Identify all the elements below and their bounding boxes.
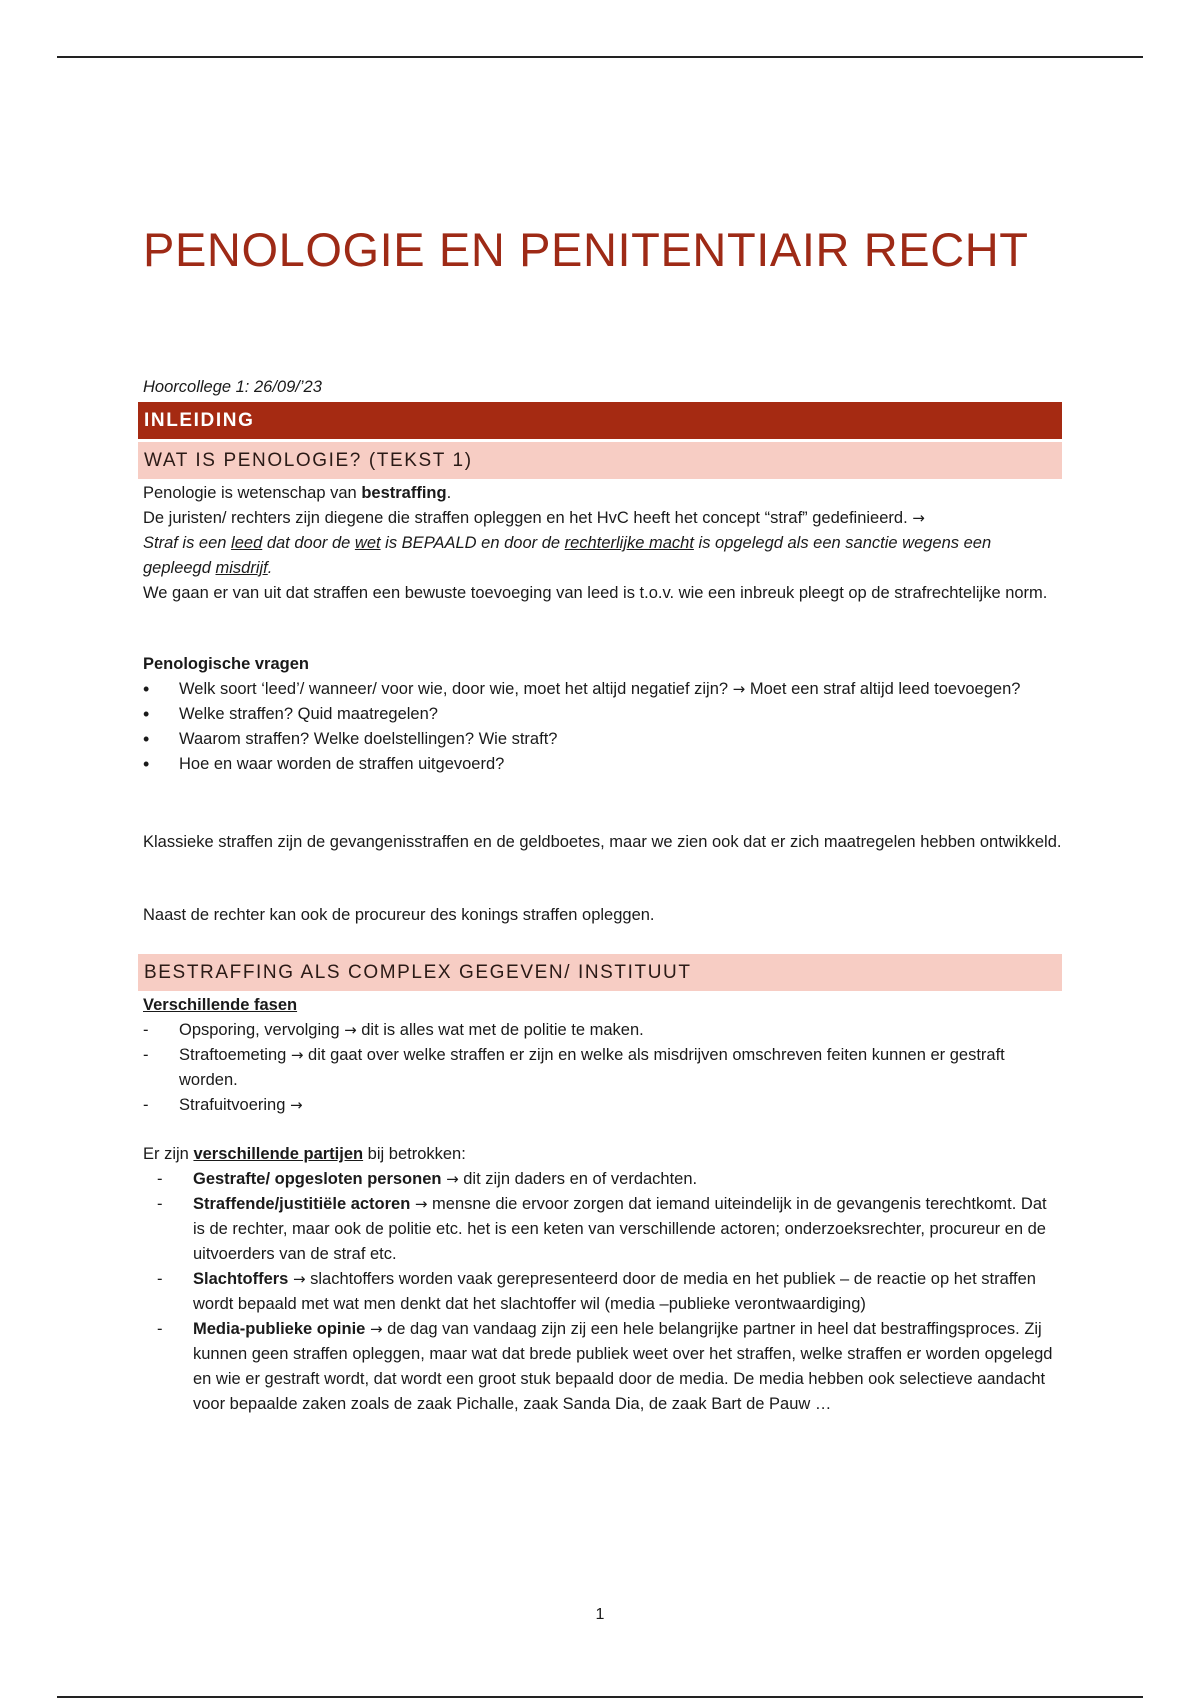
list-item: - Straffende/justitiële actoren → mensne die ervoor zorgen dat iemand uiteindelijk in de gevangenis terechtkomt. Dat is de rechter, maar ook de politie etc. het is een keten van verschillende actoren; onderzoeksrechter, procureur en de uitvoerders van de straf etc. <box>143 1192 1063 1267</box>
list-item: • Hoe en waar worden de straffen uitgevoerd? <box>143 752 1063 777</box>
list-item: - Gestrafte/ opgesloten personen → dit zijn daders en of verdachten. <box>143 1167 1063 1192</box>
arrow-icon: → <box>912 509 925 527</box>
parties-block <box>143 1142 1063 1417</box>
questions-list <box>143 677 1063 777</box>
phases-heading: Verschillende fasen <box>143 996 298 1014</box>
paragraph: We gaan er van uit dat straffen een bewuste toevoeging van leed is t.o.v. wie een inbreuk pleegt op de strafrechtelijke norm. <box>143 584 1048 602</box>
list-item: - Opsporing, vervolging → dit is alles wat met de politie te maken. <box>143 1018 1063 1043</box>
page-number: 1 <box>595 1606 605 1623</box>
list-item: • Welke straffen? Quid maatregelen? <box>143 702 1063 727</box>
questions-heading: Penologische vragen <box>143 655 309 673</box>
list-item: - Straftoemeting → dit gaat over welke straffen er zijn en welke als misdrijven omschreven feiten kunnen er gestraft worden. <box>143 1043 1063 1093</box>
arrow-icon: → <box>369 1320 383 1338</box>
list-item: • Waarom straffen? Welke doelstellingen? Wie straft? <box>143 727 1063 752</box>
arrow-icon: → <box>344 1021 357 1039</box>
phases-list <box>143 1018 1063 1118</box>
subheading-bestraffing: BESTRAFFING ALS COMPLEX GEGEVEN/ INSTITUUT <box>138 954 1062 991</box>
list-item: • Welk soort ‘leed’/ wanneer/ voor wie, door wie, moet het altijd negatief zijn? → Moet een straf altijd leed toevoegen? <box>143 677 1063 702</box>
subheading-wat-is-penologie: WAT IS PENOLOGIE? (TEKST 1) <box>138 442 1062 479</box>
paragraph: De juristen/ rechters zijn diegene die straffen opleggen en het HvC heeft het concept “straf” gedefinieerd. → <box>143 509 925 527</box>
paragraph: Klassieke straffen zijn de gevangenisstraffen en de geldboetes, maar we zien ook dat er zich maatregelen hebben ontwikkeld. <box>143 833 1062 851</box>
section-heading-inleiding: INLEIDING <box>138 402 1062 439</box>
arrow-icon: → <box>446 1170 459 1188</box>
lecture-date: Hoorcollege 1: 26/09/’23 <box>143 378 322 396</box>
definition: Straf is een leed dat door de wet is BEPAALD en door de rechterlijke macht is opgelegd als een sanctie wegens een gepleegd misdrijf. <box>143 534 992 577</box>
questions-block <box>143 652 1063 777</box>
arrow-icon: → <box>732 680 746 698</box>
intro-text <box>143 481 1063 606</box>
footer-rule <box>57 1696 1143 1698</box>
paragraph: Naast de rechter kan ook de procureur des konings straffen opleggen. <box>143 906 655 924</box>
arrow-icon: → <box>292 1270 306 1288</box>
header-rule <box>57 56 1143 58</box>
paragraph: Er zijn verschillende partijen bij betrokken: <box>143 1145 466 1163</box>
phases-block <box>143 993 1063 1118</box>
list-item: - Slachtoffers → slachtoffers worden vaak gerepresenteerd door de media en het publiek – de reactie op het straffen wordt bepaald met wat men denkt dat het slachtoffer wil (media –publieke verontwaardiging) <box>143 1267 1063 1317</box>
parties-list <box>143 1167 1063 1417</box>
list-item: - Strafuitvoering → <box>143 1093 1063 1118</box>
list-item: - Media-publieke opinie → de dag van vandaag zijn zij een hele belangrijke partner in heel dat bestraffingsproces. Zij kunnen geen straffen opleggen, maar wat dat brede publiek weet over het straffen, welke straffen er worden opgelegd en wie er gestraft wordt, dat wordt een groot stuk bepaald door de media. De media hebben ook selectieve aandacht voor bepaalde zaken zoals de zaak Pichalle, zaak Sanda Dia, de zaak Bart de Pauw … <box>143 1317 1063 1417</box>
arrow-icon: → <box>414 1195 428 1213</box>
arrow-icon: → <box>289 1096 303 1114</box>
paragraph: Penologie is wetenschap van bestraffing. <box>143 484 452 502</box>
arrow-icon: → <box>290 1046 304 1064</box>
document-title: PENOLOGIE EN PENITENTIAIR RECHT <box>143 223 1029 276</box>
